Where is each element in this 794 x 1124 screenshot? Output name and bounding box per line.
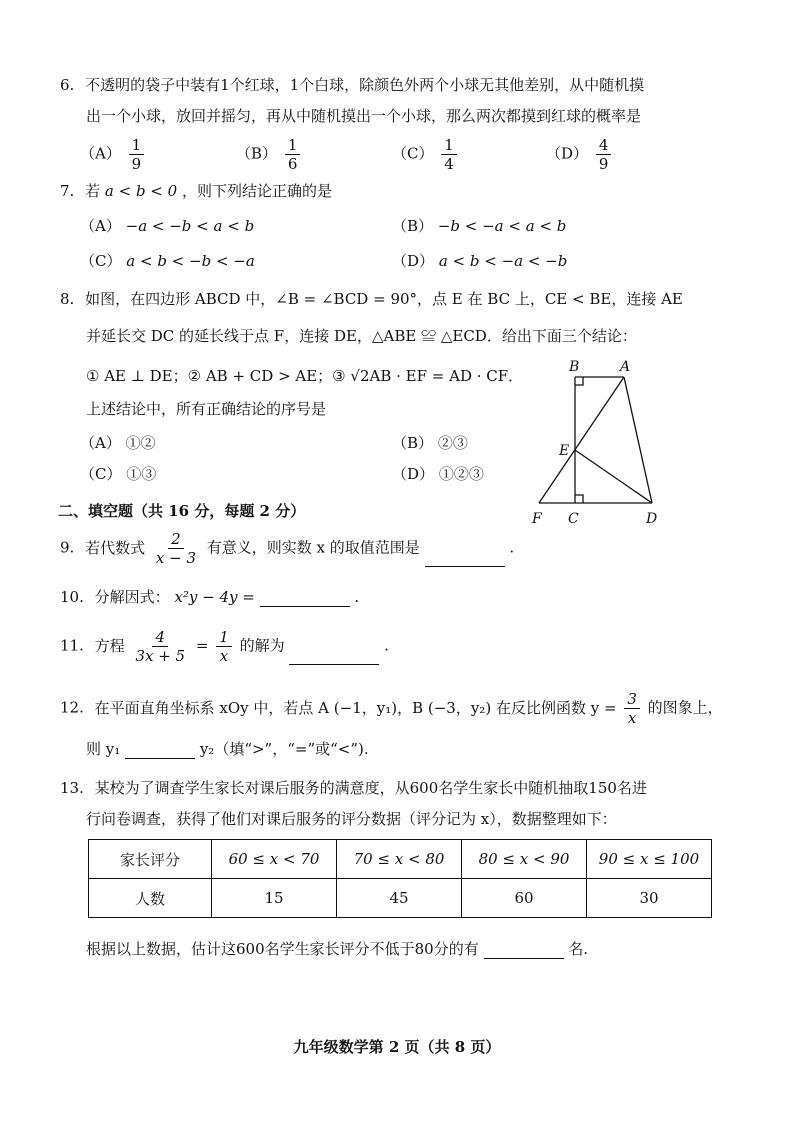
q7-number: 7. (60, 182, 75, 200)
q8-quadrilateral-figure (520, 355, 680, 530)
option-math: a < b < −b < −a (126, 252, 255, 270)
q8-line4: 上述结论中，所有正确结论的序号是 (86, 400, 327, 418)
table-row (89, 879, 712, 918)
option-text: ②③ (437, 434, 468, 452)
option-math: a < b < −a < −b (438, 252, 568, 270)
q11-right-fraction: $\frac{1}{x}$ (216, 628, 232, 665)
q8-option-c (80, 463, 156, 484)
q6-option-b-fraction: $\frac{1}{6}$ (285, 136, 301, 173)
label-e: E (559, 443, 570, 459)
q10-end: . (354, 588, 360, 606)
option-label: （B） (236, 144, 278, 163)
q8-line2: 并延长交 DC 的延长线于点 F，连接 DE，△ABE ≌ △ECD．给出下面三个结论： (86, 327, 637, 345)
q9 (60, 530, 514, 567)
option-label: （B） (392, 434, 434, 452)
page-footer: 九年级数学第 2 页（共 8 页） (293, 1038, 501, 1056)
q11-answer-blank[interactable] (289, 646, 379, 665)
table-cell: 人数 (89, 879, 212, 918)
q9-end: . (509, 538, 515, 557)
right-angle-mark-b (575, 377, 583, 385)
option-label: （C） (80, 465, 122, 483)
q12-line2-pre: 则 y₁ (86, 740, 121, 758)
q6-option-a (80, 136, 147, 173)
table-cell: 家长评分 (89, 840, 212, 879)
q13-line1 (60, 777, 647, 798)
table-cell: 60 ≤ x < 70 (212, 840, 337, 879)
option-label: （B） (392, 217, 434, 235)
table-cell: 60 (462, 879, 587, 918)
q9-fraction: $\frac{2}{x - 3}$ (155, 530, 196, 567)
q13-conclusion (86, 938, 588, 959)
q11-equals: = (195, 636, 209, 655)
label-a: A (620, 359, 631, 375)
table-cell: 30 (587, 879, 712, 918)
q11 (60, 628, 389, 665)
q9-pre: 若代数式 (85, 538, 146, 557)
q13-line2: 行问卷调查，获得了他们对课后服务的评分数据（评分记为 x），数据整理如下： (86, 810, 617, 828)
segment-ed (575, 450, 652, 503)
option-text: ①② (125, 434, 156, 452)
q12-fraction: $\frac{3}{x}$ (624, 690, 640, 727)
q8-option-b (392, 432, 468, 453)
q8-number: 8. (60, 290, 75, 308)
q13-conclusion-post: 名. (568, 940, 589, 958)
option-text: ①③ (126, 465, 157, 483)
q10-number: 10. (60, 588, 84, 606)
q11-end: . (384, 636, 389, 655)
option-label: （D） (392, 465, 435, 483)
q6-option-d (546, 136, 614, 173)
q6-option-d-fraction: $\frac{4}{9}$ (596, 136, 612, 173)
option-label: （A） (80, 434, 121, 452)
q6-text-1: 不透明的袋子中装有1个红球，1个白球，除颜色外两个小球无其他差别，从中随机摸 (85, 76, 645, 94)
table-cell: 70 ≤ x < 80 (337, 840, 462, 879)
q11-post: 的解为 (239, 636, 285, 655)
section-heading-fill-in: 二、填空题（共 16 分，每题 2 分） (58, 502, 306, 520)
q7-option-a (80, 215, 254, 236)
q7-option-c (80, 250, 255, 271)
q12-line2-mid: y₂（填“>”，“=”或“<”). (199, 740, 369, 758)
q12-line2 (86, 738, 369, 759)
q6-option-c-fraction: $\frac{1}{4}$ (441, 136, 457, 173)
label-f: F (532, 511, 542, 527)
q13-text-1: 某校为了调查学生家长对课后服务的满意度，从600名学生家长中随机抽取150名进 (94, 779, 647, 797)
table-cell: 90 ≤ x ≤ 100 (587, 840, 712, 879)
q13-answer-blank[interactable] (484, 940, 564, 959)
q9-number: 9. (60, 538, 75, 557)
q9-answer-blank[interactable] (425, 548, 505, 567)
q12-line1-pre: 在平面直角坐标系 xOy 中，若点 A (−1，y₁)，B (−3，y₂) 在反比例函数 y = (94, 698, 617, 717)
q11-pre: 方程 (94, 636, 125, 655)
label-d: D (646, 511, 658, 527)
q13-number: 13. (60, 779, 84, 797)
q12-answer-blank[interactable] (125, 740, 195, 759)
q11-left-fraction: $\frac{4}{3x + 5}$ (135, 628, 186, 665)
label-c: C (568, 511, 579, 527)
segment-af (539, 377, 624, 503)
table-cell: 15 (212, 879, 337, 918)
option-label: （C） (392, 144, 434, 163)
q8-option-a (80, 432, 156, 453)
q13-conclusion-pre: 根据以上数据，估计这600名学生家长评分不低于80分的有 (86, 940, 479, 958)
q12-line1 (60, 690, 723, 727)
q11-number: 11. (60, 636, 84, 655)
q10-pre: 分解因式： (94, 588, 170, 606)
q13-score-table (88, 839, 712, 918)
q6-number: 6. (60, 76, 75, 94)
q10 (60, 586, 359, 607)
q10-math: x²y − 4y = (174, 588, 255, 606)
q6-option-a-fraction: $\frac{1}{9}$ (129, 136, 145, 173)
option-label: （C） (80, 252, 122, 270)
option-label: （D） (392, 252, 435, 270)
option-math: −a < −b < a < b (125, 217, 255, 235)
q6-option-c (392, 136, 460, 173)
q7-option-d (392, 250, 567, 271)
q6-line2: 出一个小球，放回并摇匀，再从中随机摸出一个小球，那么两次都摸到红球的概率是 (86, 107, 642, 125)
option-label: （A） (80, 144, 121, 163)
q8-text-1: 如图，在四边形 ABCD 中，∠B = ∠BCD = 90°，点 E 在 BC 上，CE < BE，连接 AE (85, 290, 683, 308)
q6-option-b (236, 136, 303, 173)
q6-line1 (60, 74, 644, 95)
q8-line1 (60, 288, 683, 309)
q12-number: 12. (60, 698, 84, 717)
q8-line3: ① AE ⊥ DE；② AB + CD > AE；③ √2AB · EF = AD · CF． (86, 367, 524, 385)
label-b: B (569, 359, 580, 375)
q7-stem-pre: 若 (85, 182, 101, 200)
q9-post: 有意义，则实数 x 的取值范围是 (206, 538, 420, 557)
right-angle-mark-c (575, 495, 583, 503)
option-label: （A） (80, 217, 121, 235)
table-row (89, 840, 712, 879)
q8-option-d (392, 463, 484, 484)
option-label: （D） (546, 144, 589, 163)
q7-stem-math: a < b < 0 (104, 182, 178, 200)
q10-answer-blank[interactable] (260, 588, 350, 607)
q12-line1-post: 的图象上， (647, 698, 723, 717)
table-cell: 80 ≤ x < 90 (462, 840, 587, 879)
q7-stem (60, 180, 332, 201)
option-text: ①②③ (438, 465, 484, 483)
option-math: −b < −a < a < b (437, 217, 567, 235)
q7-stem-post: ，则下列结论正确的是 (181, 182, 332, 200)
segment-ad (624, 377, 652, 503)
q7-option-b (392, 215, 566, 236)
table-cell: 45 (337, 879, 462, 918)
